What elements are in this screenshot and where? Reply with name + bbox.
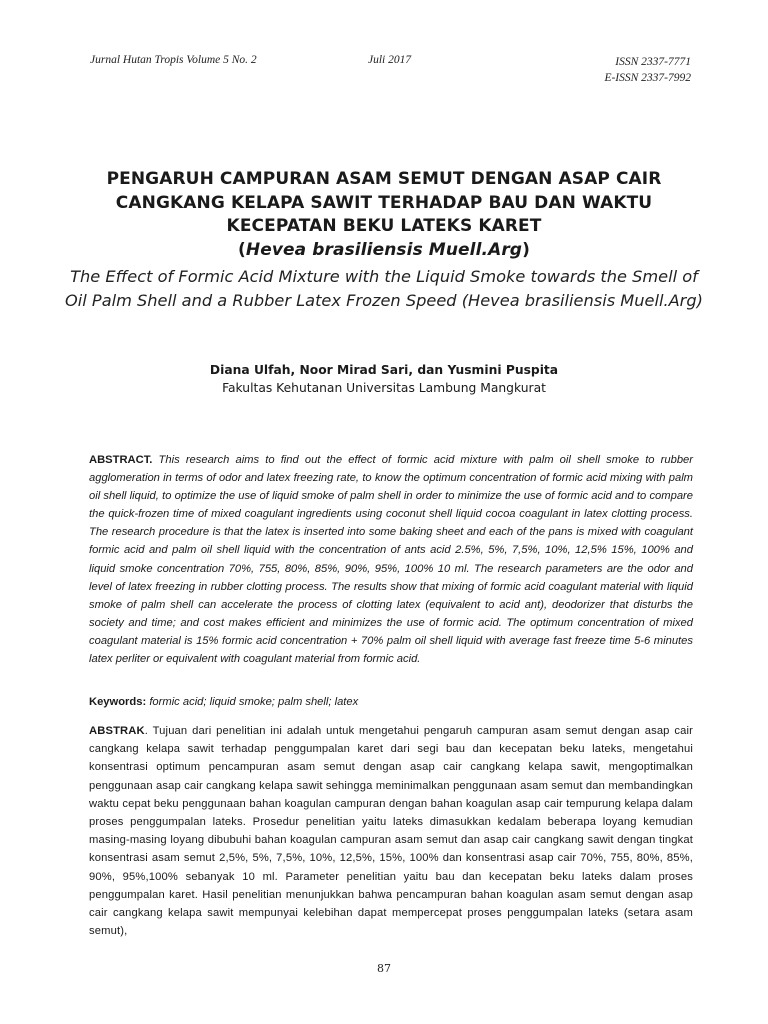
page-number: 87 bbox=[377, 962, 391, 975]
keywords-text: formic acid; liquid smoke; palm shell; latex bbox=[149, 696, 359, 708]
abstract-english bbox=[89, 451, 693, 668]
species-name: Hevea brasiliensis Muell.Arg bbox=[245, 239, 523, 260]
title-line: KECEPATAN BEKU LATEKS KARET bbox=[226, 216, 542, 236]
paper-title bbox=[70, 168, 698, 262]
title-species-line bbox=[70, 239, 698, 263]
eissn: E-ISSN 2337-7992 bbox=[604, 72, 691, 84]
issn-block bbox=[604, 54, 691, 86]
abstrak-label: ABSTRAK bbox=[89, 725, 145, 737]
english-title bbox=[60, 265, 708, 313]
title-line: CANGKANG KELAPA SAWIT TERHADAP BAU DAN WAKTU bbox=[115, 192, 653, 213]
abstract-label: ABSTRACT. bbox=[89, 454, 153, 466]
subtitle-line: Oil Palm Shell and a Rubber Latex Frozen Speed (Hevea brasiliensis Muell.Arg) bbox=[65, 291, 703, 310]
abstract-text: This research aims to find out the effect of formic acid mixture with palm oil shell smoke to rubber agglomeration in terms of odor and latex freezing rate, to know the optimum concentration of formic acid mixing with palm oil shell liquid, to optimize the use of liquid smoke of palm shell in order to minimize the use of formic acid and to compare the quick-frozen time of mixed coagulant ingredients using coconut shell liquid cocoa coagulant in latex clotting process. The research procedure is that the latex is inserted into some baking sheet and each of the pans is mixed with coagulant formic acid and palm oil shell liquid with the concentration of ants acid 2.5%, 5%, 7,5%, 10%, 12,5% 15%, 100% and liquid smoke concentration 70%, 755, 80%, 85%, 90%, 95%, 100% 10 ml. The research parameters are the odor and level of latex freezing in rubber clotting process. The results show that mixing of formic acid coagulant material with liquid smoke of palm shell can accelerate the process of clotting latex (equivalent to acid ant), deodorizer that disturbs the society and time; and cost makes efficient and minimizes the use of formic acid. The optimum concentration of mixed coagulant material is 15% formic acid concentration + 70% palm oil shell liquid with average fast freeze time 5-6 minutes latex perliter or equivalent with coagulant material from formic acid. bbox=[89, 454, 694, 666]
authors: Diana Ulfah, Noor Mirad Sari, dan Yusmini Puspita bbox=[209, 363, 559, 377]
issn: ISSN 2337-7771 bbox=[615, 56, 691, 68]
keywords bbox=[89, 696, 693, 708]
keywords-label: Keywords: bbox=[89, 696, 147, 708]
journal-name: Jurnal Hutan Tropis Volume 5 No. 2 bbox=[90, 54, 257, 66]
abstract-indonesian bbox=[89, 722, 693, 940]
issue-date: Juli 2017 bbox=[368, 54, 412, 66]
abstrak-text: . Tujuan dari penelitian ini adalah untuk mengetahui pengaruh campuran asam semut dengan asap cair cangkang kelapa sawit terhadap penggumpalan karet dari segi bau dan kecepatan beku lateks, mengetahui konsentrasi optimum pencampuran asam semut dengan asap cair cangkang kelapa sawit, mengoptimalkan penggunaan asap cair cangkang kelapa sawit sehingga meminimalkan penggunaan asam semut dan membandingkan waktu cepat beku penggunaan bahan koagulan campuran dengan bahan koagulan asap cair tempurung kelapa dalam proses penggumpalan lateks. Prosedur penelitian yaitu lateks dimasukkan kedalam beberapa loyang kemudian masing-masing loyang dibubuhi bahan koagulan campuran asam semut dan asap cair cangkang sawit dengan tingkat konsentrasi asam semut 2,5%, 5%, 7,5%, 10%, 12,5%, 15%, 100% dan konsentrasi asap cair 70%, 755, 80%, 85%, 90%, 95%,100% sebanyak 10 ml. Parameter penelitian yaitu bau dan kecepatan beku lateks dalam proses penggumpalan karet. Hasil penelitian menunjukkan bahwa pencampuran bahan koagulan asam semut dengan asap cair cangkang kelapa sawit mempunyai kelebihan dapat mempercepat proses penggumpalan lateks (setara asam semut), bbox=[89, 725, 693, 938]
title-line: PENGARUH CAMPURAN ASAM SEMUT DENGAN ASAP CAIR bbox=[106, 169, 662, 189]
paren-open: ( bbox=[238, 239, 246, 260]
affiliation: Fakultas Kehutanan Universitas Lambung Mangkurat bbox=[222, 381, 546, 395]
subtitle-line: The Effect of Formic Acid Mixture with the Liquid Smoke towards the Smell of bbox=[70, 267, 698, 286]
paren-close: ) bbox=[522, 239, 530, 260]
